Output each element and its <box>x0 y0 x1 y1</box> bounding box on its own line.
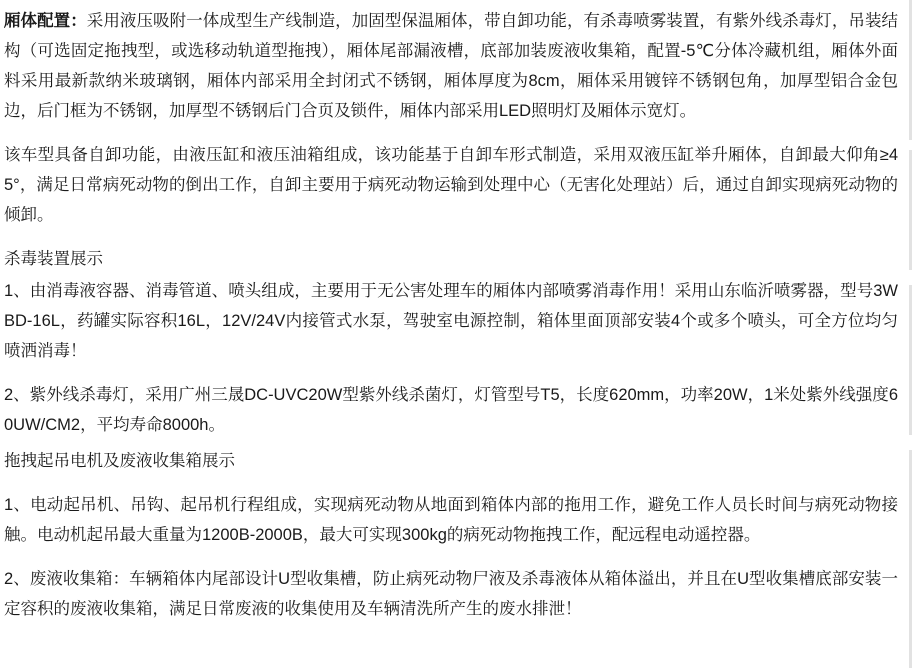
paragraph-text: 2、紫外线杀毒灯，采用广州三晟DC-UVC20W型紫外线杀菌灯，灯管型号T5，长度620mm，功率20W，1米处紫外线强度60UW/CM2，平均寿命8000h。 <box>4 386 898 434</box>
heading-disinfection <box>4 244 898 274</box>
paragraph-hoist-item-1 <box>4 490 898 550</box>
heading-hoist <box>4 446 898 476</box>
paragraph-text: 2、废液收集箱：车辆箱体内尾部设计U型收集槽，防止病死动物尸液及杀毒液体从箱体溢出，并且在U型收集槽底部安装一定容积的废液收集箱，满足日常废液的收集使用及车辆清洗所产生的废水排泄！ <box>4 570 898 618</box>
paragraph-disinfection-item-1 <box>4 276 898 366</box>
paragraph-disinfection-item-2 <box>4 380 898 440</box>
heading-text: 拖拽起吊电机及废液收集箱展示 <box>4 452 235 470</box>
paragraph-compartment-config <box>4 6 898 126</box>
heading-text: 杀毒装置展示 <box>4 250 103 268</box>
paragraph-hoist-item-2 <box>4 564 898 624</box>
paragraph-text: 1、由消毒液容器、消毒管道、喷头组成，主要用于无公害处理车的厢体内部喷雾消毒作用！采用山东临沂喷雾器，型号3WBD-16L，药罐实际容积16L，12V/24V内接管式水泵，驾驶室电源控制，箱体里面顶部安装4个或多个喷头，可全方位均匀喷洒消毒！ <box>4 282 898 360</box>
paragraph-text: 1、电动起吊机、吊钩、起吊机行程组成，实现病死动物从地面到箱体内部的拖用工作，避免工作人员长时间与病死动物接触。电动机起吊最大重量为1200B-2000B，最大可实现300kg的病死动物拖拽工作，配远程电动遥控器。 <box>4 496 898 544</box>
paragraph-text: 该车型具备自卸功能，由液压缸和液压油箱组成，该功能基于自卸车形式制造，采用双液压缸举升厢体，自卸最大仰角≥45°，满足日常病死动物的倒出工作，自卸主要用于病死动物运输到处理中心（无害化处理站）后，通过自卸实现病死动物的倾卸。 <box>4 146 898 224</box>
paragraph-self-dumping <box>4 140 898 230</box>
paragraph-lead-label: 厢体配置： <box>4 12 87 30</box>
paragraph-text: 采用液压吸附一体成型生产线制造，加固型保温厢体，带自卸功能，有杀毒喷雾装置，有紫外线杀毒灯，吊装结构（可选固定拖拽型，或选移动轨道型拖拽），厢体尾部漏液槽，底部加装废液收集箱，配置-5℃分体冷藏机组，厢体外面料采用最新款纳米玻璃钢，厢体内部采用全封闭式不锈钢，厢体厚度为8cm，厢体采用镀锌不锈钢包角，加厚型铝合金包边，后门框为不锈钢，加厚型不锈钢后门合页及锁件，厢体内部采用LED照明灯及厢体示宽灯。 <box>4 12 899 120</box>
